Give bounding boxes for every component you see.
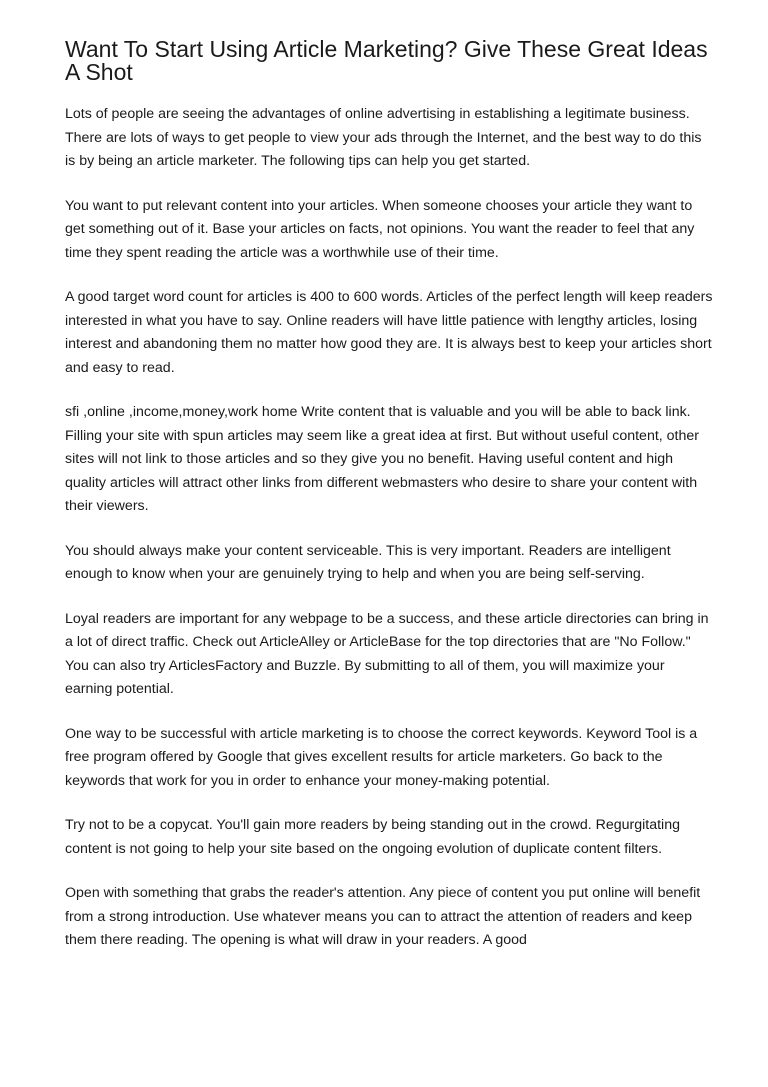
paragraph-8: Try not to be a copycat. You'll gain more readers by being standing out in the crowd. Regurgitating content is not going to help your site based on the ongoing evolution of duplicate content filters.	[65, 817, 680, 857]
paragraph-1: Lots of people are seeing the advantages of online advertising in establishing a legitimate business. There are lots of ways to get people to view your ads through the Internet, and the best way to do this is by being an article marketer. The following tips can help you get started.	[65, 106, 702, 169]
document-body	[65, 103, 713, 953]
document-title: Want To Start Using Article Marketing? Give These Great Ideas A Shot	[65, 36, 708, 85]
paragraph-5: You should always make your content serviceable. This is very important. Readers are intelligent enough to know when your are genuinely trying to help and when you are being self-serving.	[65, 542, 671, 582]
paragraph-2: You want to put relevant content into your articles. When someone chooses your article they want to get something out of it. Base your articles on facts, not opinions. You want the reader to feel that any time they spent reading the article was a worthwhile use of their time.	[65, 197, 695, 261]
paragraph-3: A good target word count for articles is 400 to 600 words. Articles of the perfect length will keep readers interested in what you have to say. Online readers will have little patience with lengthy articles, losing interest and abandoning them no matter how good they are. It is always best to keep your articles short and easy to read.	[65, 289, 713, 376]
paragraph-4: sfi ,online ,income,money,work home Write content that is valuable and you will be able to back link. Filling your site with spun articles may seem like a great idea at first. But without useful content, other sites will not link to those articles and so they give you no benefit. Having useful content and high quality articles will attract other links from different webmasters who desire to share your content with their viewers.	[65, 404, 700, 514]
paragraph-9: Open with something that grabs the reader's attention. Any piece of content you put online will benefit from a strong introduction. Use whatever means you can to attract the attention of readers and keep them there reading. The opening is what will draw in your readers. A good	[65, 885, 701, 948]
paragraph-6: Loyal readers are important for any webpage to be a success, and these article directories can bring in a lot of direct traffic. Check out ArticleAlley or ArticleBase for the top directories that are "No Follow." You can also try ArticlesFactory and Buzzle. By submitting to all of them, you will maximize your earning potential.	[65, 610, 709, 697]
paragraph-7: One way to be successful with article marketing is to choose the correct keywords. Keyword Tool is a free program offered by Google that gives excellent results for article marketers. Go back to the keywords that work for you in order to enhance your money-making potential.	[65, 725, 698, 789]
document-page	[65, 38, 713, 974]
